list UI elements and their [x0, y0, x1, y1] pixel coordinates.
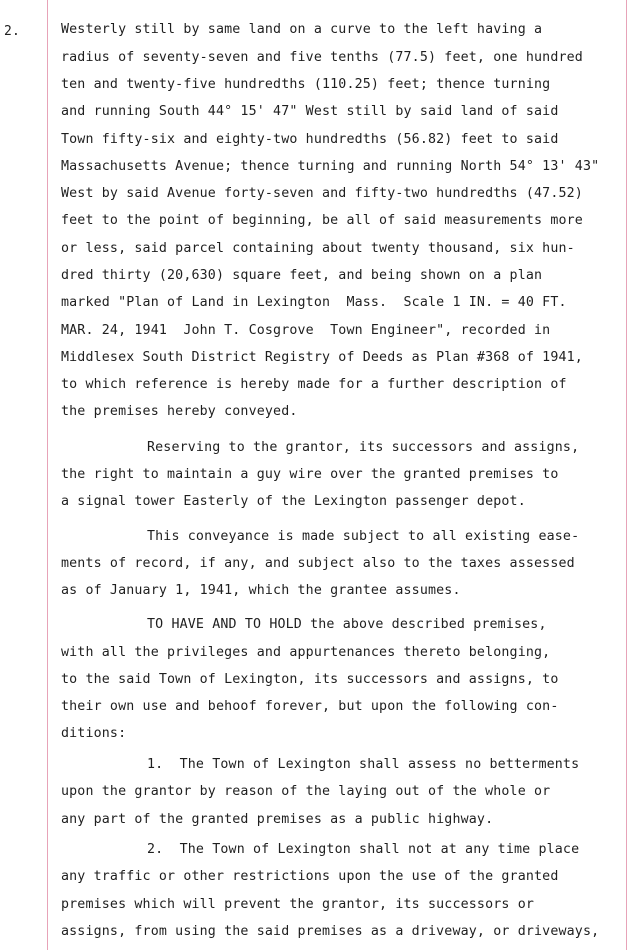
text-line: ments of record, if any, and subject also to the taxes assessed [61, 556, 575, 571]
text-line: Reserving to the grantor, its successors and assigns, [147, 440, 580, 455]
text-line: a signal tower Easterly of the Lexington passenger depot. [61, 494, 526, 509]
text-line: their own use and behoof forever, but upon the following con- [61, 699, 559, 714]
text-line: 1. The Town of Lexington shall assess no betterments [147, 757, 580, 772]
text-line: This conveyance is made subject to all existing ease- [147, 529, 580, 544]
text-line: the right to maintain a guy wire over the granted premises to [61, 467, 559, 482]
text-line: ditions: [61, 726, 127, 741]
text-line: Westerly still by same land on a curve to the left having a [61, 22, 543, 37]
text-line: feet to the point of beginning, be all of said measurements more [61, 213, 583, 228]
left-margin-rule [47, 0, 48, 950]
text-line: 2. The Town of Lexington shall not at any time place [147, 842, 580, 857]
text-line: to which reference is hereby made for a further description of [61, 377, 567, 392]
text-line: with all the privileges and appurtenances thereto belonging, [61, 645, 551, 660]
text-line: the premises hereby conveyed. [61, 404, 298, 419]
text-line: ten and twenty-five hundredths (110.25) feet; thence turning [61, 77, 551, 92]
text-line: marked "Plan of Land in Lexington Mass. Scale 1 IN. = 40 FT. [61, 295, 567, 310]
text-line: and running South 44° 15' 47" West still by said land of said [61, 104, 559, 119]
text-line: West by said Avenue forty-seven and fifty-two hundredths (47.52) [61, 186, 583, 201]
text-line: any traffic or other restrictions upon the use of the granted [61, 869, 559, 884]
text-line: or less, said parcel containing about twenty thousand, six hun- [61, 241, 575, 256]
text-line: MAR. 24, 1941 John T. Cosgrove Town Engineer", recorded in [61, 323, 551, 338]
text-line: radius of seventy-seven and five tenths (77.5) feet, one hundred [61, 50, 583, 65]
text-line: Town fifty-six and eighty-two hundredths (56.82) feet to said [61, 132, 559, 147]
text-line: Middlesex South District Registry of Deeds as Plan #368 of 1941, [61, 350, 583, 365]
right-margin-rule [626, 0, 627, 950]
text-line: TO HAVE AND TO HOLD the above described premises, [147, 617, 547, 632]
text-line: any part of the granted premises as a public highway. [61, 812, 494, 827]
text-line: as of January 1, 1941, which the grantee assumes. [61, 583, 461, 598]
text-line: to the said Town of Lexington, its successors and assigns, to [61, 672, 559, 687]
text-line: dred thirty (20,630) square feet, and being shown on a plan [61, 268, 543, 283]
text-line: premises which will prevent the grantor, its successors or [61, 897, 535, 912]
text-line: assigns, from using the said premises as a driveway, or driveways, [61, 924, 600, 939]
text-line: Massachusetts Avenue; thence turning and running North 54° 13' 43" [61, 159, 600, 174]
page-number: 2. [4, 24, 21, 39]
text-line: upon the grantor by reason of the laying out of the whole or [61, 784, 551, 799]
